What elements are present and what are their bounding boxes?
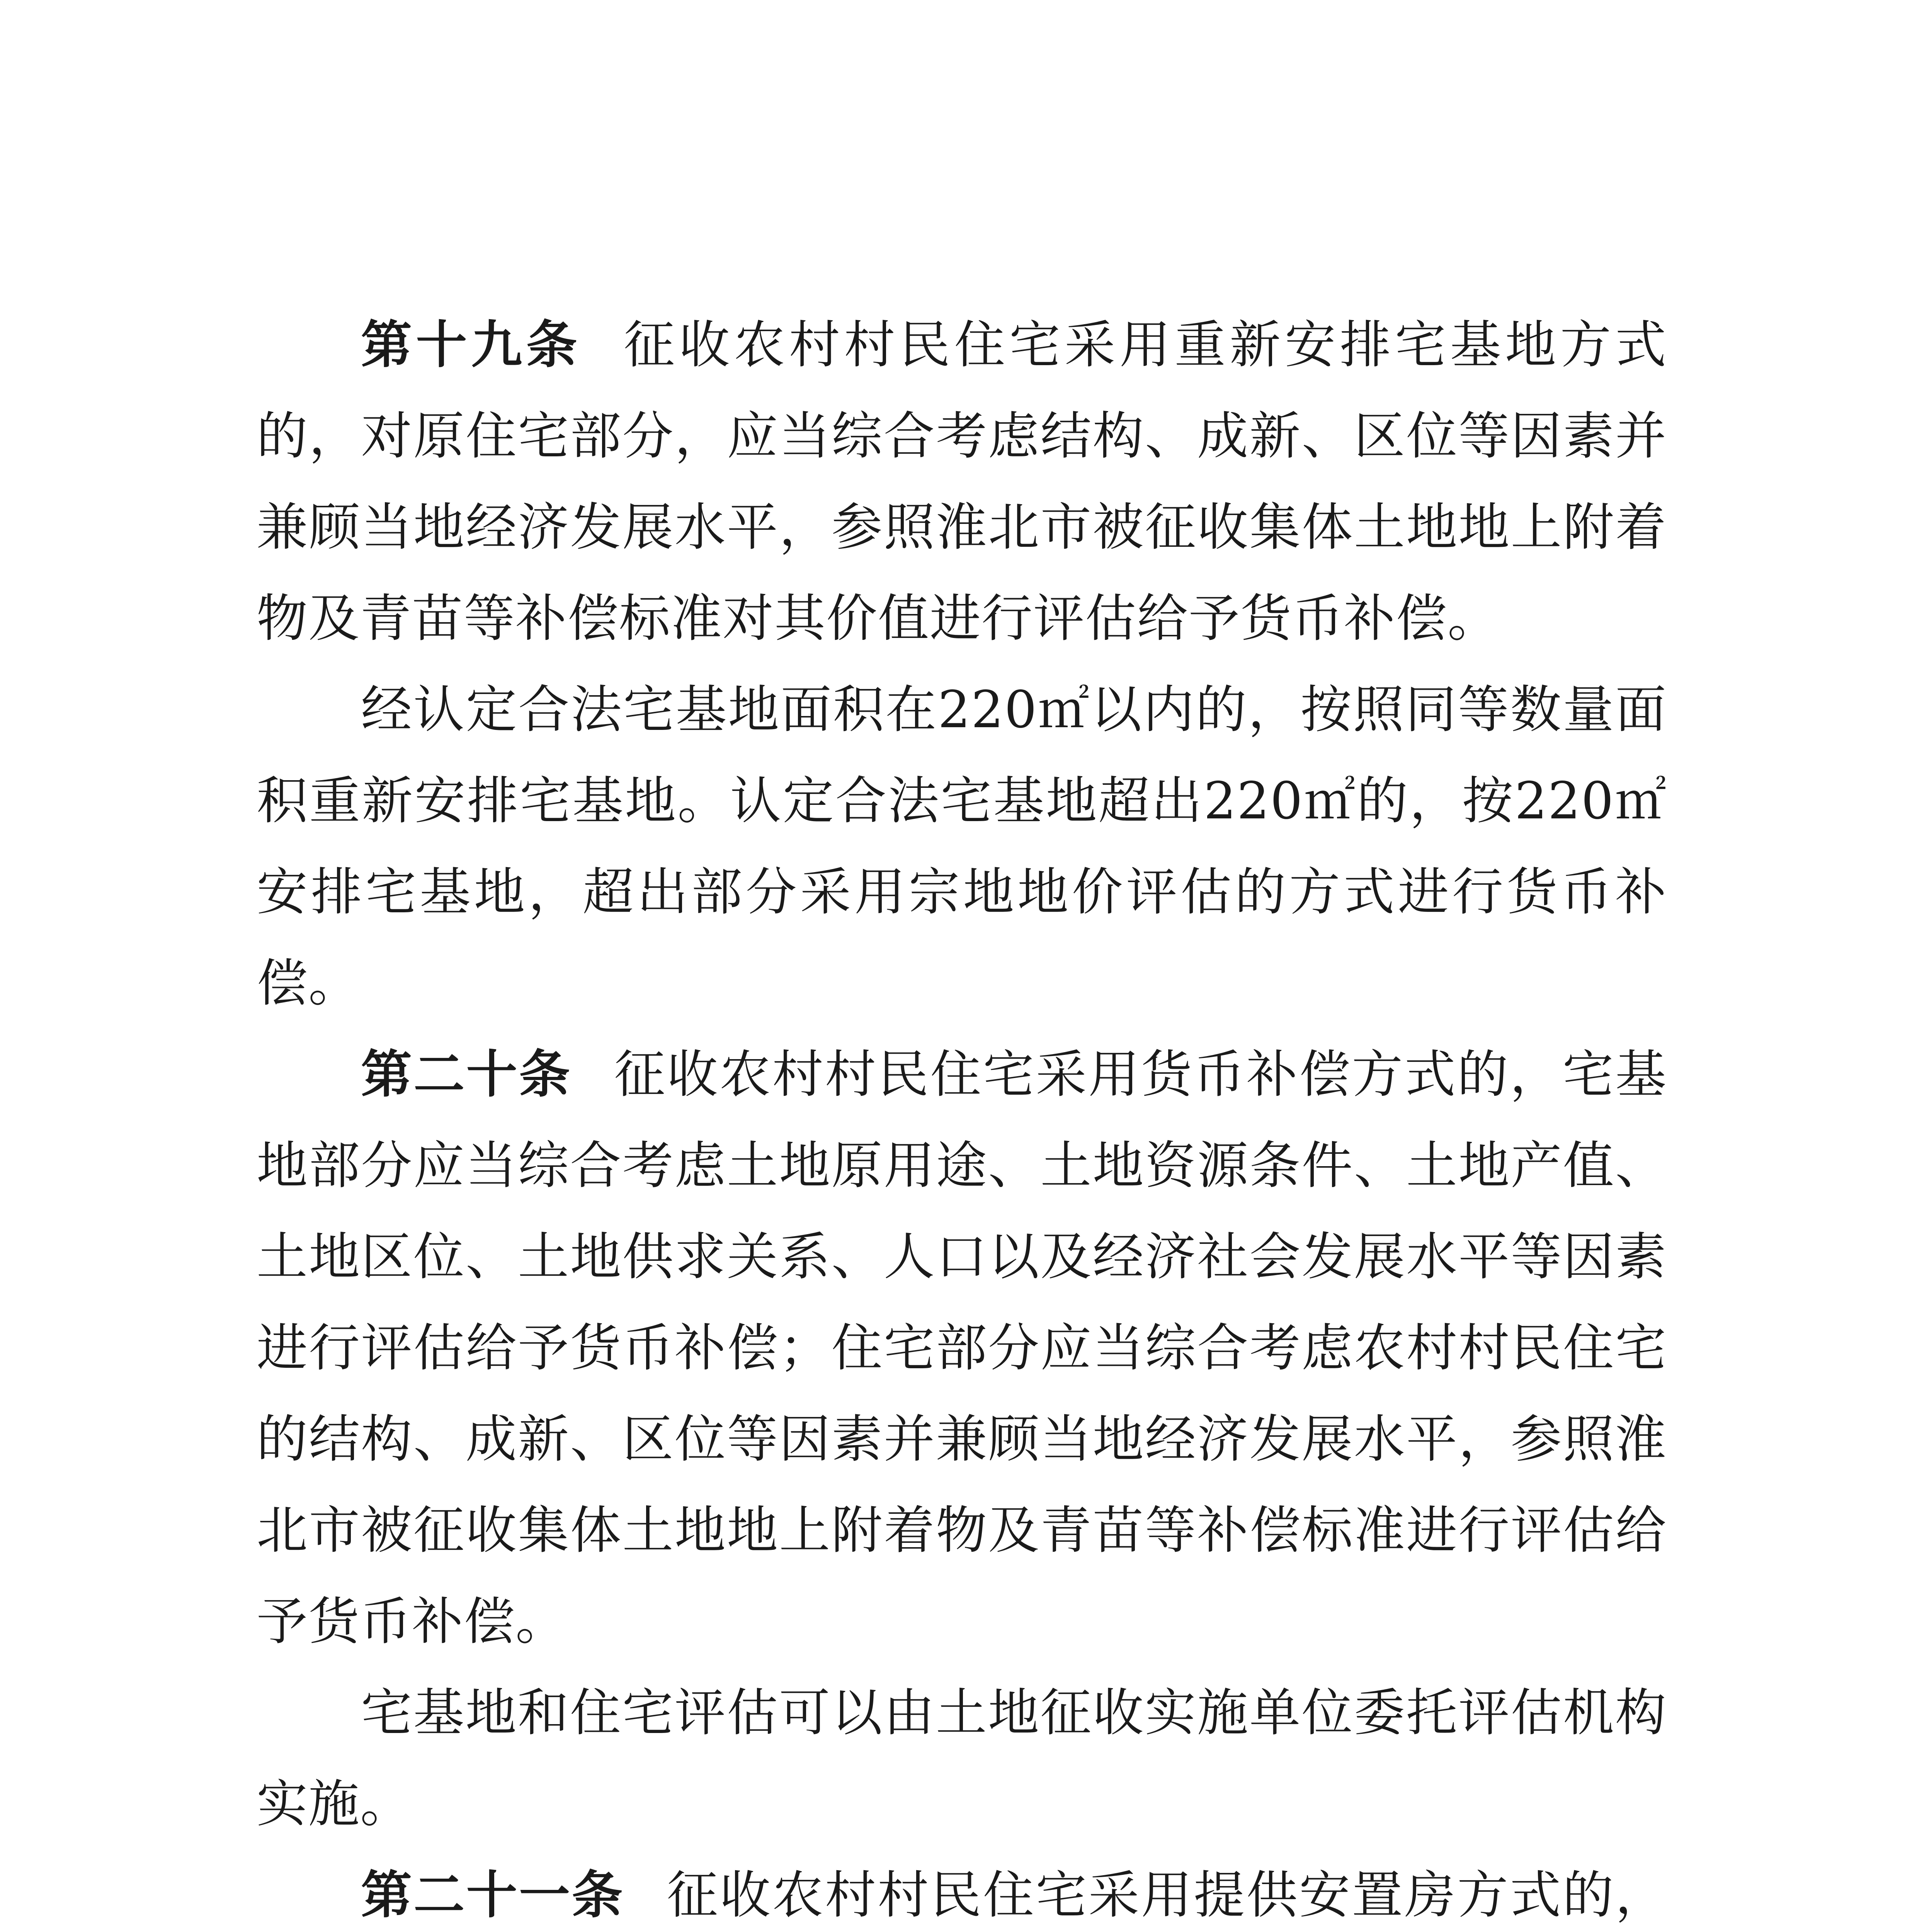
paragraph-homestead-area bbox=[257, 664, 1667, 1029]
paragraph-text: 经认定合法宅基地面积在220㎡以内的，按照同等数量面积重新安排宅基地。认定合法宅基地超出220㎡的，按220㎡安排宅基地，超出部分采用宗地地价评估的方式进行货币补偿。 bbox=[257, 680, 1667, 1013]
paragraph-text: 征收农村村民住宅采用货币补偿方式的，宅基地部分应当综合考虑土地原用途、土地资源条件、土地产值、土地区位、土地供求关系、人口以及经济社会发展水平等因素进行评估给予货币补偿；住宅部分应当综合考虑农村村民住宅的结构、成新、区位等因素并兼顾当地经济发展水平，参照淮北市被征收集体土地地上附着物及青苗等补偿标准进行评估给予货币补偿。 bbox=[257, 1045, 1667, 1651]
paragraph-text: 宅基地和住宅评估可以由土地征收实施单位委托评估机构实施。 bbox=[257, 1683, 1667, 1834]
paragraph-text: 征收农村村民住宅采用提供安置房方式的， bbox=[667, 1866, 1667, 1925]
paragraph-evaluation bbox=[257, 1667, 1667, 1850]
paragraph-article-20 bbox=[257, 1029, 1667, 1667]
article-title: 第十九条 bbox=[361, 315, 582, 375]
article-title: 第二十条 bbox=[361, 1045, 572, 1104]
document-body bbox=[257, 299, 1667, 1932]
paragraph-text: 征收农村村民住宅采用重新安排宅基地方式的，对原住宅部分，应当综合考虑结构、成新、区位等因素并兼顾当地经济发展水平，参照淮北市被征收集体土地地上附着物及青苗等补偿标准对其价值进行评估给予货币补偿。 bbox=[257, 315, 1667, 648]
paragraph-article-19 bbox=[257, 299, 1667, 664]
article-title: 第二十一条 bbox=[361, 1866, 624, 1925]
paragraph-article-21 bbox=[257, 1850, 1667, 1932]
